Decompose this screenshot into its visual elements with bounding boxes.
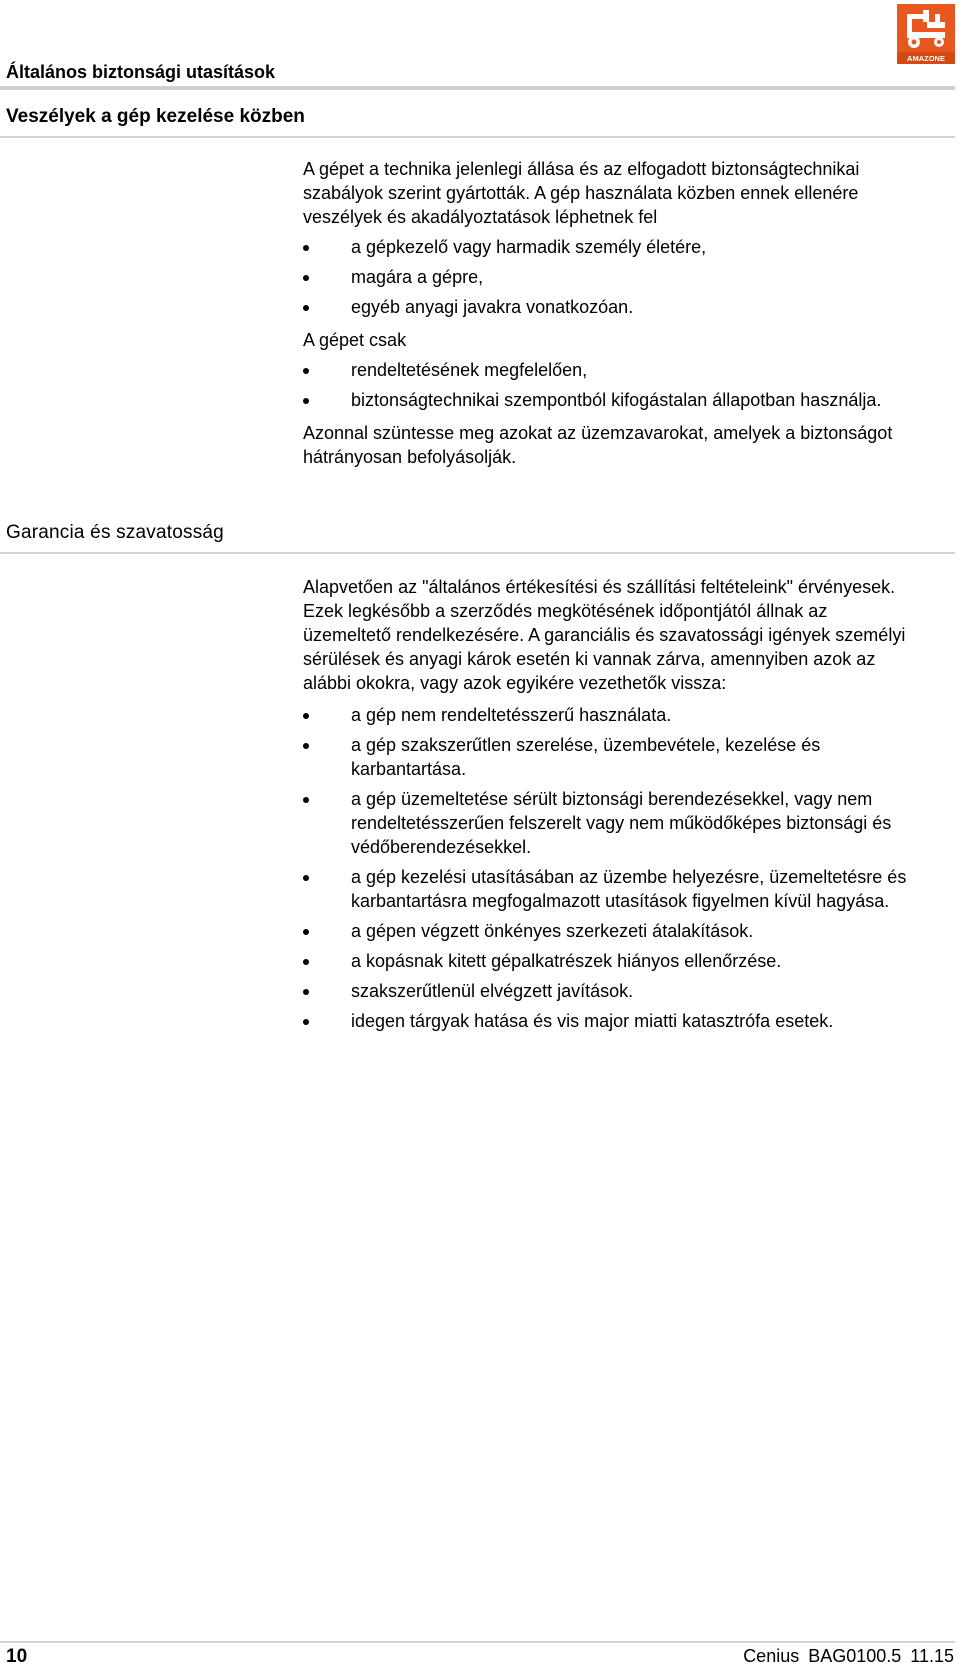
list-item-text: idegen tárgyak hatása és vis major miatti katasztrófa esetek. (351, 1011, 834, 1031)
bullet-icon (303, 743, 309, 749)
footer-divider (0, 1641, 955, 1643)
section-divider-hazards (0, 136, 955, 138)
list-item-text: szakszerűtlenül elvégzett javítások. (351, 981, 634, 1001)
paragraph-intro: A gépet a technika jelenlegi állása és az elfogadott biztonságtechnikai szabályok szerint gyártották. A gép használata közben ennek ellenére veszélyek és akadályoztatások léphetnek fel (303, 159, 860, 227)
list-item (303, 295, 915, 319)
bullet-icon (303, 929, 309, 935)
logo-text: AMAZONE (907, 54, 945, 63)
section-body-hazards (303, 157, 915, 469)
list-item-text: egyéb anyagi javakra vonatkozóan. (351, 297, 634, 317)
bullet-icon (303, 275, 309, 281)
list-item-text: a kopásnak kitett gépalkatrészek hiányos ellenőrzése. (351, 951, 782, 971)
list-item (303, 865, 915, 913)
paragraph-fix-faults: Azonnal szüntesse meg azokat az üzemzavarokat, amelyek a biztonságot hátrányosan befolyásolják. (303, 423, 893, 467)
list-item (303, 265, 915, 289)
list-item-text: a gép nem rendeltetésszerű használata. (351, 705, 672, 725)
warranty-exclusion-list (303, 703, 915, 1033)
header-divider (0, 86, 955, 90)
list-item-text: a gép szakszerűtlen szerelése, üzembevétele, kezelése és karbantartása. (351, 735, 821, 779)
page-number: 10 (6, 1646, 28, 1667)
amazone-logo (897, 4, 955, 64)
list-item-text: a gépkezelő vagy harmadik személy életére, (351, 237, 707, 257)
section-heading-hazards: Veszélyek a gép kezelése közben (6, 106, 305, 127)
bullet-icon (303, 305, 309, 311)
page-header-title: Általános biztonsági utasítások (6, 62, 276, 82)
document-reference: Cenius BAG0100.5 11.15 (743, 1646, 954, 1666)
bullet-icon (303, 989, 309, 995)
paragraph-use-only: A gépet csak (303, 330, 407, 350)
usage-list (303, 358, 915, 412)
list-item (303, 358, 915, 382)
bullet-icon (303, 713, 309, 719)
list-item-text: a gép üzemeltetése sérült biztonsági berendezésekkel, vagy nem rendeltetésszerűen felszerelt vagy nem működőképes biztonsági és védőberendezésekkel. (351, 789, 892, 857)
list-item (303, 703, 915, 727)
section-divider-warranty (0, 552, 955, 554)
list-item-text: magára a gépre, (351, 267, 484, 287)
list-item (303, 979, 915, 1003)
bullet-icon (303, 368, 309, 374)
bullet-icon (303, 797, 309, 803)
list-item (303, 787, 915, 859)
list-item (303, 733, 915, 781)
list-item (303, 388, 915, 412)
list-item-text: a gép kezelési utasításában az üzembe helyezésre, üzemeltetésre és karbantartásra megfogalmazott utasítások figyelmen kívül hagyása. (351, 867, 907, 911)
hazard-list (303, 235, 915, 319)
list-item (303, 1009, 915, 1033)
list-item (303, 235, 915, 259)
list-item-text: rendeltetésének megfelelően, (351, 360, 588, 380)
paragraph-warranty-intro: Alapvetően az "általános értékesítési és szállítási feltételeink" érvényesek. Ezek legkésőbb a szerződés megkötésének időpontjától állnak az üzemeltető rendelkezésére. A garanciális és szavatossági igények személyi sérülések és anyagi károk esetén ki vannak zárva, amennyiben azok az alábbi okokra, vagy azok egyikére vezethetők vissza: (303, 577, 906, 693)
bullet-icon (303, 245, 309, 251)
section-body-warranty (303, 575, 915, 1033)
bullet-icon (303, 875, 309, 881)
bullet-icon (303, 959, 309, 965)
list-item (303, 949, 915, 973)
bullet-icon (303, 1019, 309, 1025)
section-heading-warranty: Garancia és szavatosság (6, 522, 224, 543)
bullet-icon (303, 398, 309, 404)
list-item-text: a gépen végzett önkényes szerkezeti átalakítások. (351, 921, 754, 941)
list-item (303, 919, 915, 943)
list-item-text: biztonságtechnikai szempontból kifogástalan állapotban használja. (351, 390, 882, 410)
